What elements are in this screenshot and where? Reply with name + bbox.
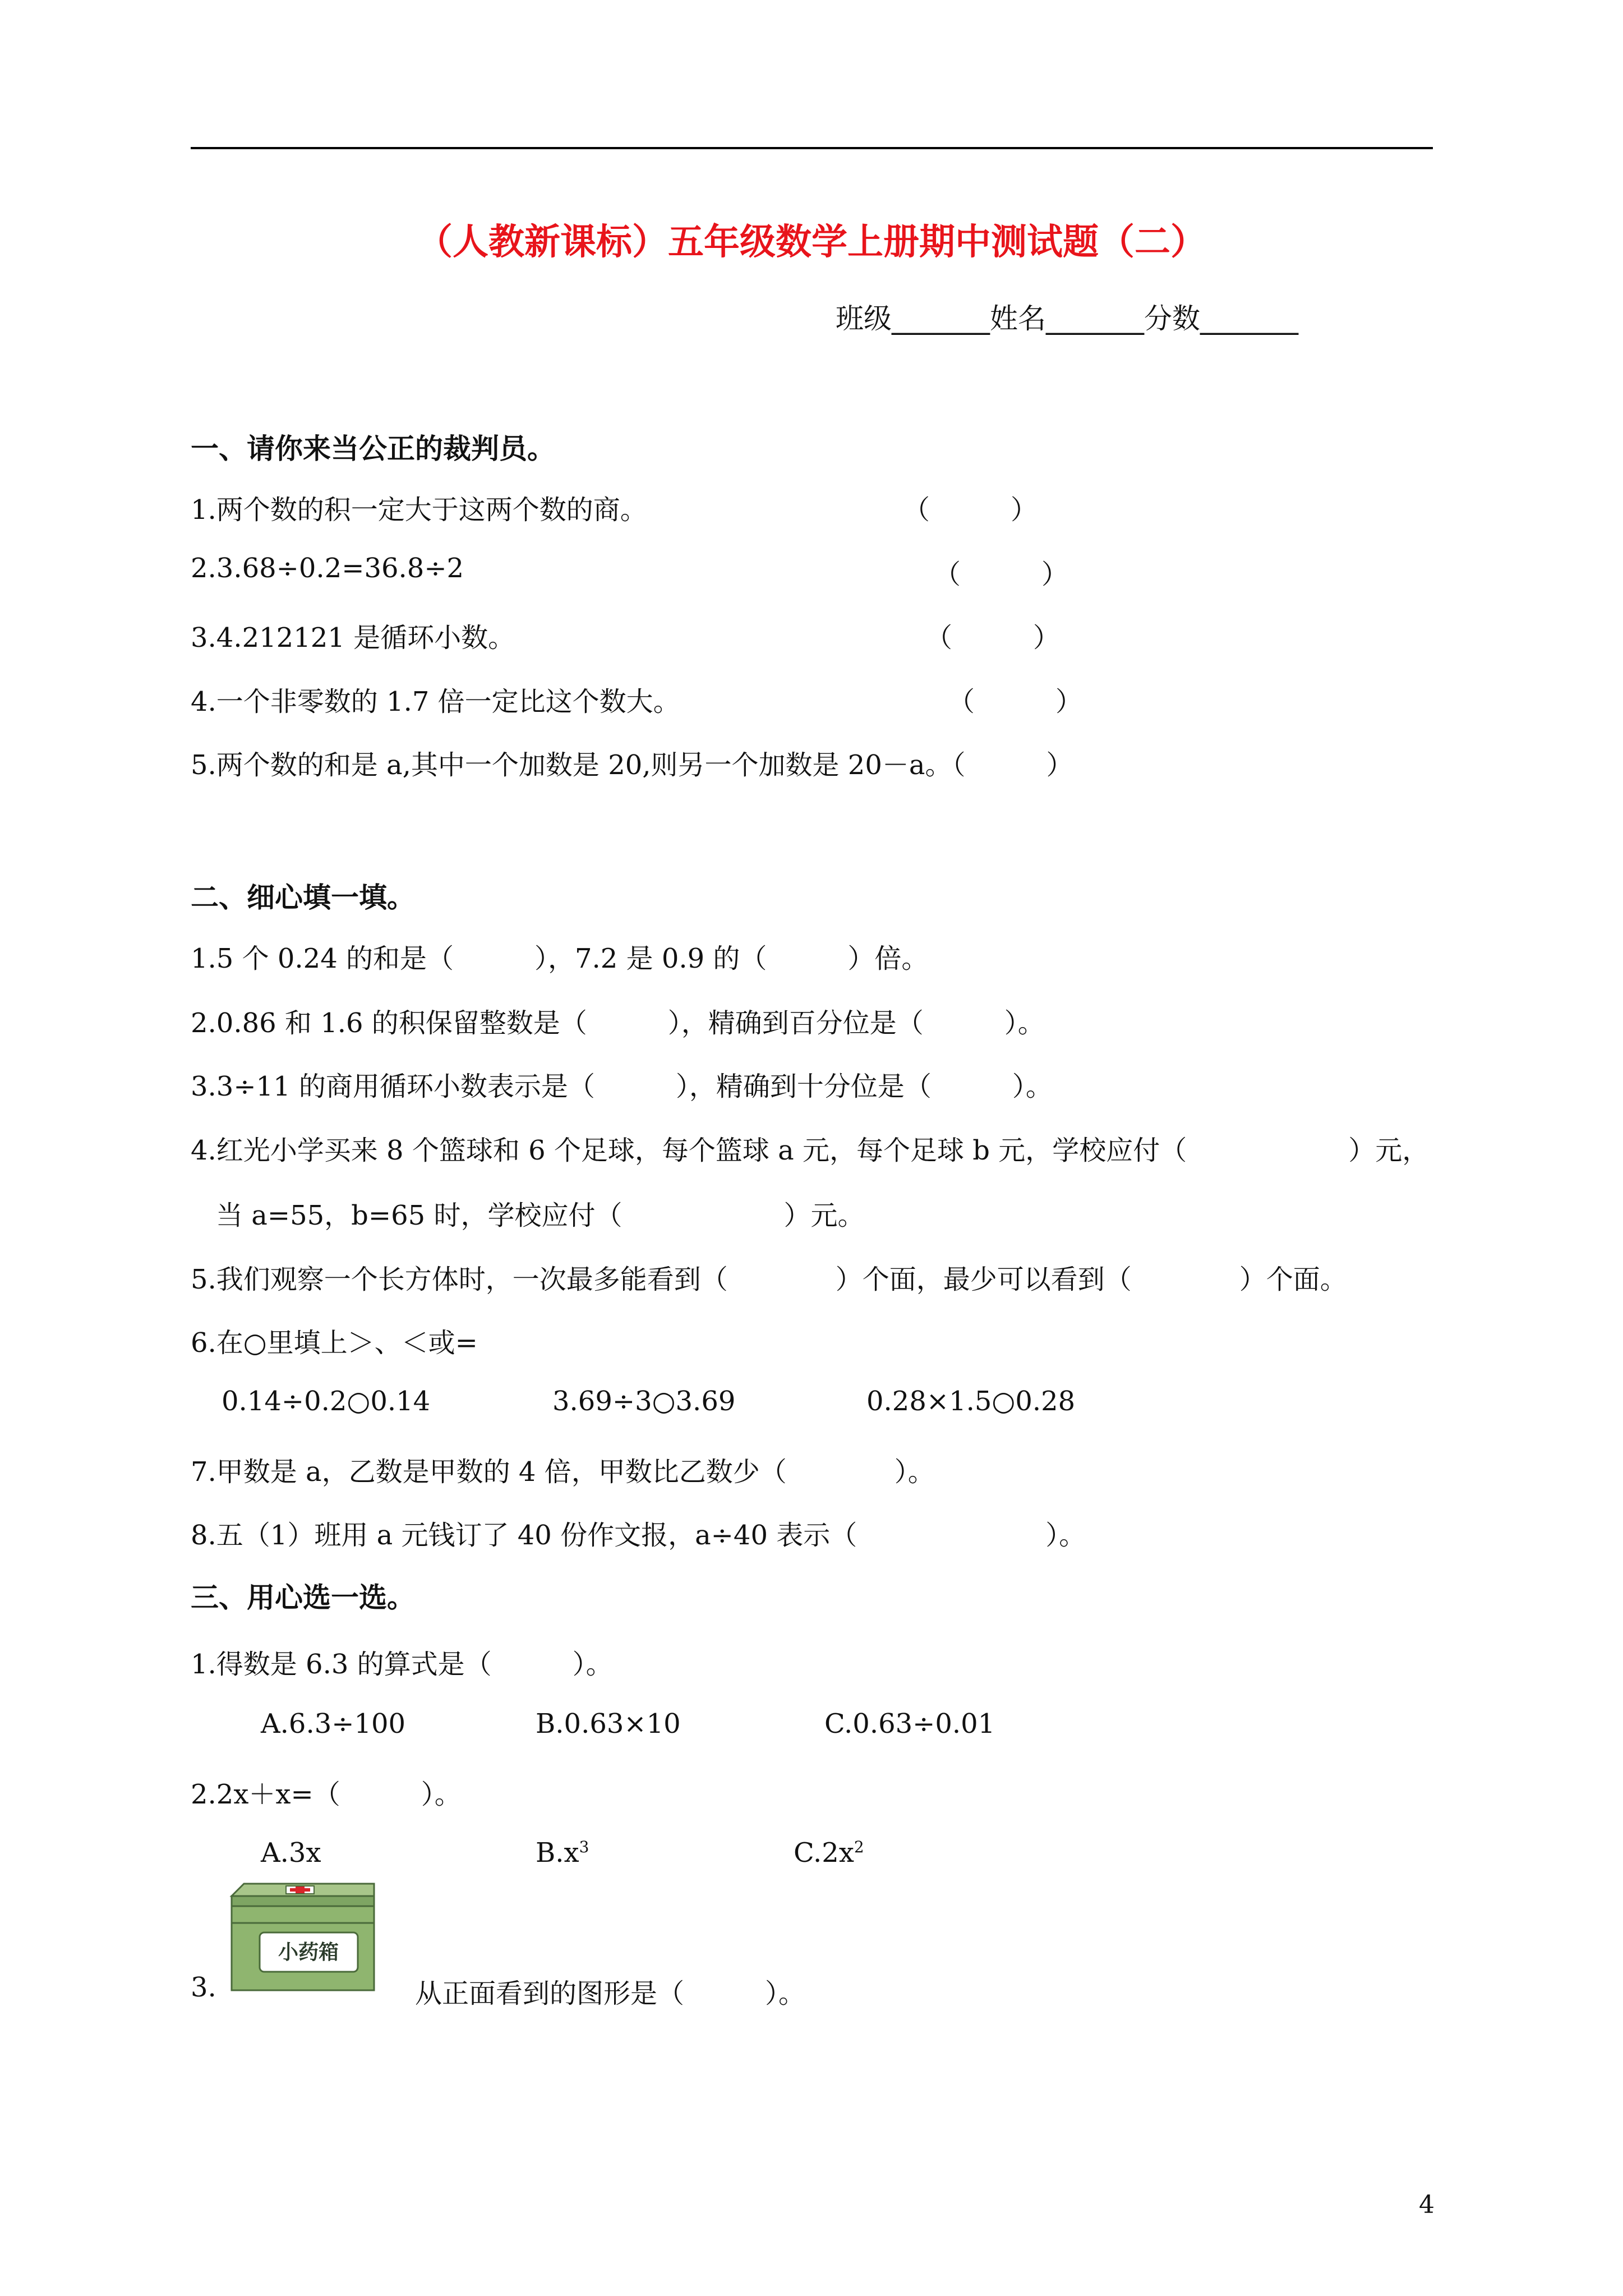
s3-item-2-option-b: $B.x^3$: [536, 1837, 589, 1869]
s2-item-5: 5.我们观察一个长方体时，一次最多能看到（ ）个面，最少可以看到（ ）个面。: [191, 1264, 1347, 1295]
page-number: 4: [1419, 2191, 1435, 2219]
section2-heading: 二、细心填一填。: [191, 881, 415, 914]
s2-compare-1: 0.14÷0.2○0.14: [222, 1386, 431, 1417]
s1-item-4: 4.一个非零数的 1.7 倍一定比这个数大。: [191, 686, 680, 717]
s3-item-2-option-c: $C.2x^2$: [794, 1837, 864, 1869]
s3-item-3-number: 3.: [191, 1972, 216, 2003]
s1-item-2-answer-blank: （ ）: [934, 559, 1069, 590]
s2-item-3: 3.3÷11 的商用循环小数表示是（ ），精确到十分位是（ ）。: [191, 1071, 1053, 1102]
s1-item-1: 1.两个数的积一定大于这两个数的商。: [191, 494, 647, 526]
s2-item-1: 1.5 个 0.24 的和是（ ），7.2 是 0.9 的（ ）倍。: [191, 943, 929, 974]
s2-item-7: 7.甲数是 a，乙数是甲数的 4 倍，甲数比乙数少（ ）。: [191, 1456, 935, 1488]
superscript-2: 2: [854, 1838, 864, 1856]
s3-item-3: 从正面看到的图形是（ ）。: [415, 1978, 806, 2009]
superscript-3: 3: [579, 1838, 589, 1856]
s3-item-1-option-c: C.0.63÷0.01: [824, 1708, 995, 1740]
s1-item-5: 5.两个数的和是 a,其中一个加数是 20,则另一个加数是 20－a。（ ）: [191, 749, 1073, 781]
s2-compare-3: 0.28×1.5○0.28: [866, 1386, 1076, 1417]
medicine-box-image: [227, 1879, 381, 1994]
s1-item-2: 2.3.68÷0.2=36.8÷2: [191, 553, 464, 584]
s2-item-4-cont: 当 a=55，b=65 时，学校应付（ ）元。: [216, 1200, 865, 1231]
section3-heading: 三、用心选一选。: [191, 1581, 415, 1614]
page-title: （人教新课标）五年级数学上册期中测试题（二）: [417, 222, 1206, 263]
s3-item-1: 1.得数是 6.3 的算式是（ ）。: [191, 1649, 613, 1680]
s1-item-4-answer-blank: （ ）: [948, 686, 1083, 717]
s3-item-1-option-b: B.0.63×10: [536, 1708, 681, 1740]
top-rule: [191, 147, 1433, 149]
s2-item-6: 6.在○里填上＞、＜或=: [191, 1327, 478, 1359]
medicine-box-label: 小药箱: [278, 1941, 339, 1964]
s1-item-1-answer-blank: （ ）: [903, 494, 1038, 526]
s2-item-8: 8.五（1）班用 a 元钱订了 40 份作文报，a÷40 表示（ ）。: [191, 1520, 1086, 1551]
s3-item-2: 2.2x＋x=（ ）。: [191, 1779, 462, 1810]
s2-compare-2: 3.69÷3○3.69: [552, 1386, 736, 1417]
section1-heading: 一、请你来当公正的裁判员。: [191, 432, 555, 465]
s2-item-4: 4.红光小学买来 8 个篮球和 6 个足球，每个篮球 a 元，每个足球 b 元，学校应付（ ）元，: [191, 1135, 1430, 1166]
s3-item-2-option-a: A.3x: [261, 1837, 321, 1869]
s2-item-2: 2.0.86 和 1.6 的积保留整数是（ ），精确到百分位是（ ）。: [191, 1007, 1045, 1039]
s3-item-1-option-a: A.6.3÷100: [261, 1708, 406, 1740]
s1-item-3-answer-blank: （ ）: [925, 622, 1061, 654]
student-info-line: 班级_______姓名_______分数_______: [836, 302, 1298, 335]
s1-item-3: 3.4.212121 是循环小数。: [191, 622, 515, 654]
